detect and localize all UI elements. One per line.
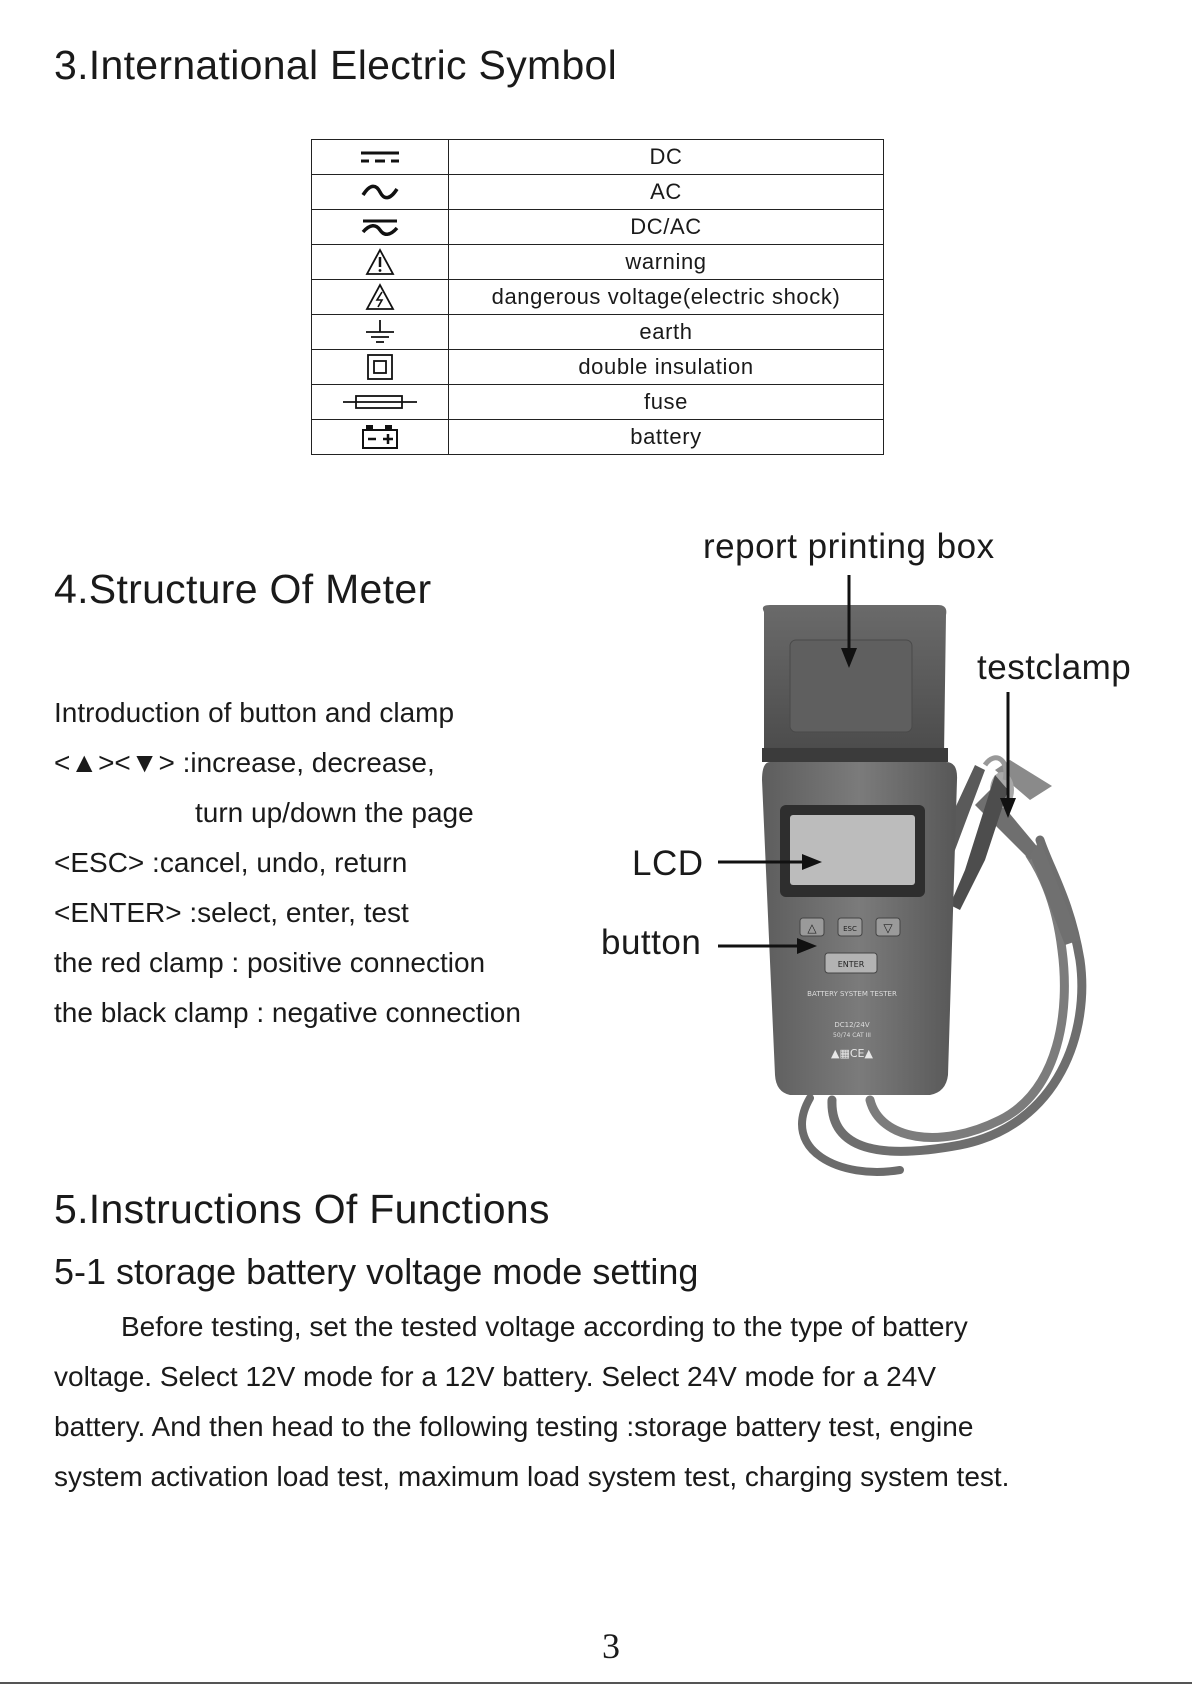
- symbol-label: double insulation: [449, 350, 884, 385]
- table-row: [312, 140, 884, 175]
- mode-setting-paragraph: [54, 1302, 1184, 1502]
- lcd-screen: [790, 815, 915, 885]
- fuse-icon: [312, 385, 449, 420]
- section-5-1-subtitle: 5-1 storage battery voltage mode setting: [54, 1251, 699, 1292]
- paragraph-line: voltage. Select 12V mode for a 12V battery. Select 24V mode for a 24V: [54, 1361, 936, 1392]
- paragraph-line: Before testing, set the tested voltage according to the type of battery: [121, 1311, 968, 1342]
- table-row: [312, 350, 884, 385]
- intro-line: the red clamp : positive connection: [54, 947, 486, 978]
- symbol-label: fuse: [449, 385, 884, 420]
- intro-line: the black clamp : negative connection: [54, 997, 521, 1028]
- callout-testclamp: testclamp: [977, 648, 1132, 687]
- table-row: [312, 315, 884, 350]
- page-number: 3: [602, 1626, 620, 1666]
- symbol-label: battery: [449, 420, 884, 455]
- symbol-table: [311, 139, 884, 455]
- button-clamp-intro: [54, 688, 521, 1038]
- section-4-title: 4.Structure Of Meter: [54, 566, 432, 612]
- device-category-label: 50/74 CAT III: [833, 1032, 871, 1039]
- paragraph-line: system activation load test, maximum load system test, charging system test.: [54, 1461, 1010, 1492]
- symbol-label: DC/AC: [449, 210, 884, 245]
- test-clamp-red: [975, 760, 1080, 945]
- symbol-label: DC: [449, 140, 884, 175]
- earth-icon: [312, 315, 449, 350]
- up-button-glyph: △: [807, 921, 817, 935]
- page-bottom-rule: [0, 1682, 1192, 1684]
- device-compliance-marks: ▲▦CE▲: [831, 1047, 873, 1060]
- table-row: [312, 175, 884, 210]
- ac-icon: [312, 175, 449, 210]
- callout-report-printing-box: report printing box: [703, 527, 995, 566]
- enter-button-label: ENTER: [837, 960, 865, 969]
- symbol-label: AC: [449, 175, 884, 210]
- battery-icon: [312, 420, 449, 455]
- dc-ac-icon: [312, 210, 449, 245]
- double-insulation-icon: [312, 350, 449, 385]
- electric-shock-icon: [312, 280, 449, 315]
- symbol-label: warning: [449, 245, 884, 280]
- callout-lcd: LCD: [632, 844, 704, 883]
- down-button-glyph: ▽: [883, 921, 893, 935]
- device-spec-label: DC12/24V: [834, 1021, 870, 1029]
- table-row: [312, 210, 884, 245]
- table-row: [312, 245, 884, 280]
- table-row: [312, 385, 884, 420]
- intro-line: turn up/down the page: [195, 797, 474, 828]
- table-row: [312, 280, 884, 315]
- intro-line: <ESC> :cancel, undo, return: [54, 847, 408, 878]
- section-3-title: 3.International Electric Symbol: [54, 42, 618, 88]
- table-row: [312, 420, 884, 455]
- symbol-label: dangerous voltage(electric shock): [449, 280, 884, 315]
- battery-tester-illustration: [600, 560, 1192, 1180]
- warning-icon: [312, 245, 449, 280]
- intro-heading: Introduction of button and clamp: [54, 697, 455, 728]
- device-brand-label: BATTERY SYSTEM TESTER: [807, 990, 897, 998]
- section-5-title: 5.Instructions Of Functions: [54, 1186, 550, 1232]
- esc-button-label: ESC: [843, 925, 857, 933]
- intro-line: <▲><▼> :increase, decrease,: [54, 747, 435, 778]
- paragraph-line: battery. And then head to the following testing :storage battery test, engine: [54, 1411, 974, 1442]
- dc-icon: [312, 140, 449, 175]
- intro-line: <ENTER> :select, enter, test: [54, 897, 409, 928]
- symbol-label: earth: [449, 315, 884, 350]
- callout-button: button: [601, 923, 702, 962]
